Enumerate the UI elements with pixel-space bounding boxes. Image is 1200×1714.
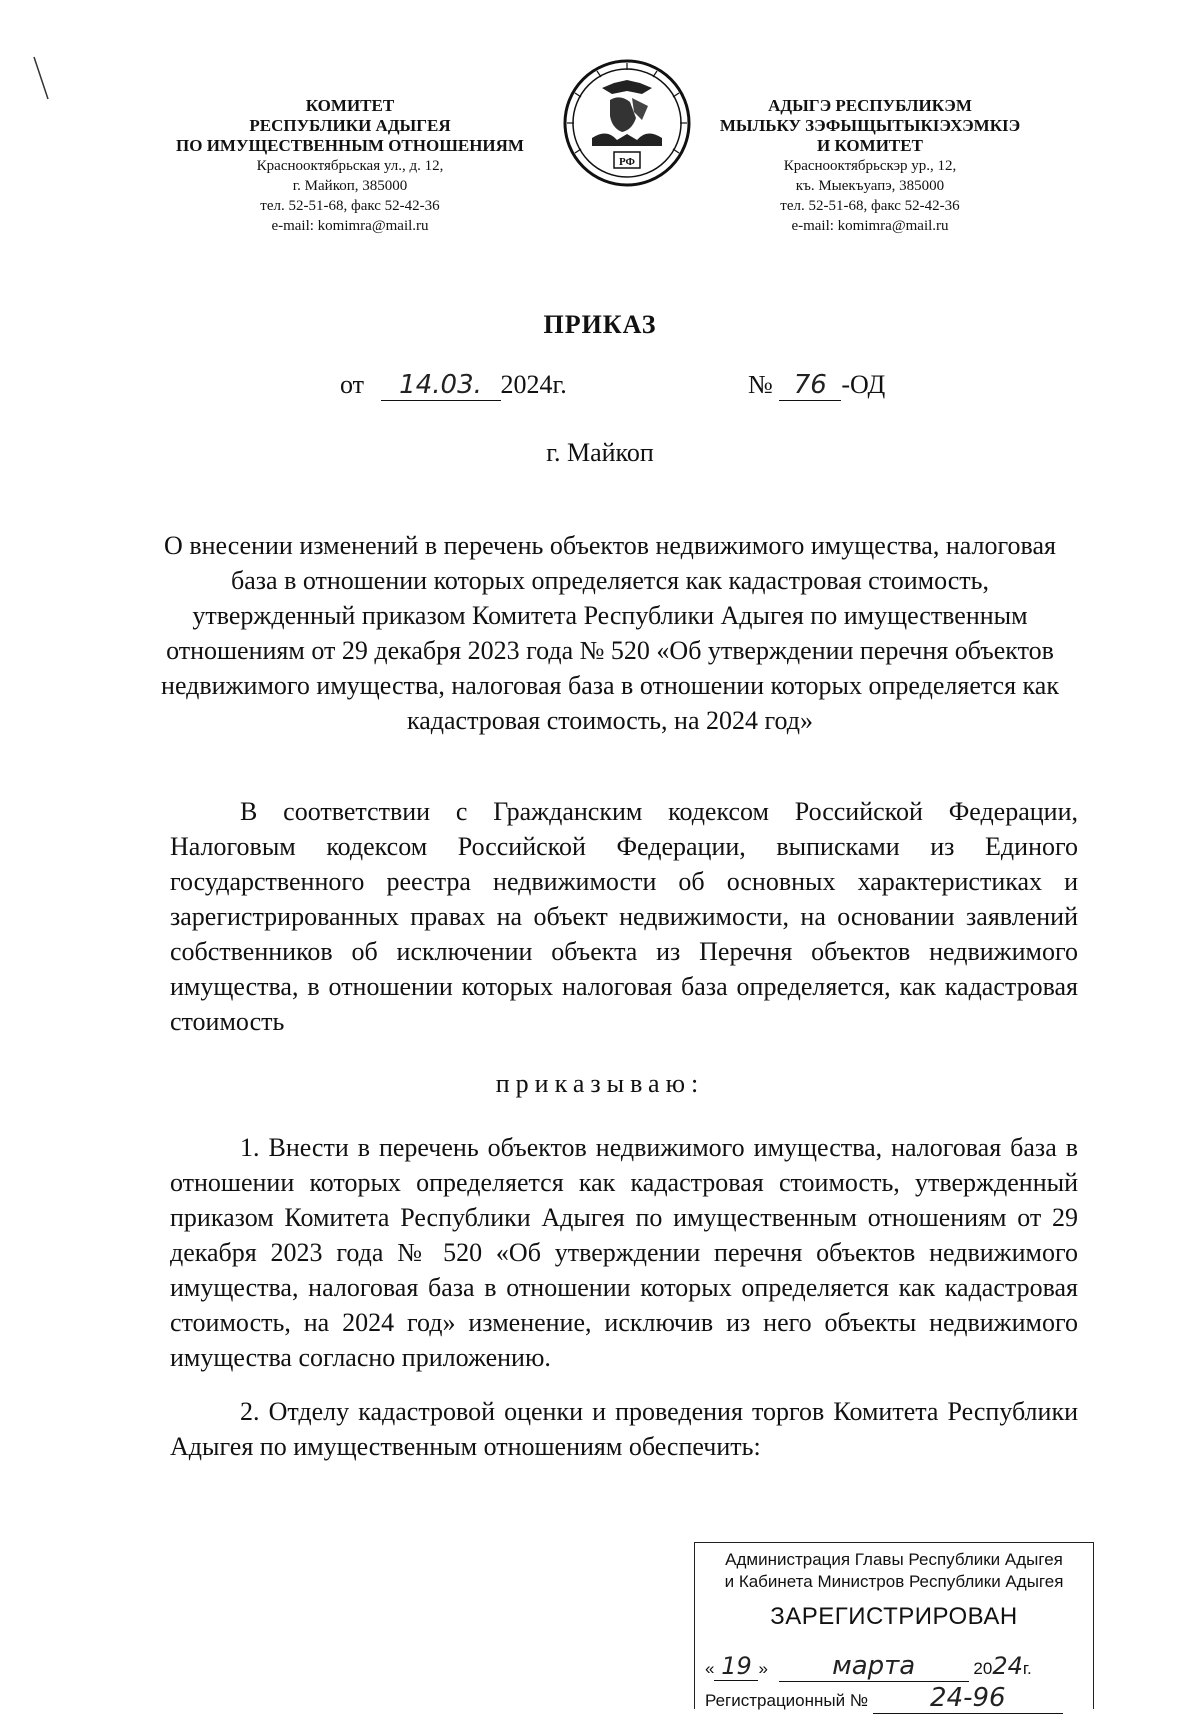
number-prefix: № [748, 370, 773, 399]
item-2 [170, 1394, 1078, 1464]
item-1 [170, 1130, 1078, 1375]
emblem-letters: РФ [619, 156, 635, 168]
scan-mark [30, 55, 54, 105]
header-left-address: Краснооктябрьская ул., д. 12, [256, 158, 444, 174]
number-handwritten: 76 [779, 370, 841, 401]
header-right-city: къ. Мыекъуапэ, 385000 [795, 178, 945, 194]
header-left-phone: тел. 52-51-68, факс 52-42-36 [260, 198, 440, 214]
order-subject: О внесении изменений в перечень объектов недвижимого имущества, налоговая база в отношении которых определяется как кадастровая стоимость, утвержденный приказом Комитета Республики Адыгея по имущественным отношениям от 29 декабря 2023 года № 520 «Об утверждении перечня объектов недвижимого имущества, налоговая база в отношении которых определяется как кадастровая стоимость, на 2024 год» [161, 531, 1059, 735]
date-prefix: от [340, 370, 365, 399]
header-right-email: e-mail: komimra@mail.ru [791, 218, 949, 234]
stamp-reg-row [705, 1683, 1085, 1714]
order-title: ПРИКАЗ [543, 310, 657, 339]
date-suffix: 2024г. [500, 370, 567, 399]
stamp-year-prefix: 20 [973, 1659, 993, 1678]
header-right-line1: АДЫГЭ РЕСПУБЛИКЭМ [768, 96, 972, 115]
header-left-line3: ПО ИМУЩЕСТВЕННЫМ ОТНОШЕНИЯМ [176, 136, 524, 155]
number-suffix: -ОД [841, 370, 886, 399]
preamble [170, 794, 1078, 1039]
stamp-quote-close: » [758, 1659, 768, 1678]
stamp-status: ЗАРЕГИСТРИРОВАН [770, 1603, 1018, 1630]
order-number-line [748, 370, 885, 401]
stamp-org-line1: Администрация Главы Республики Адыгея [725, 1550, 1063, 1569]
header-left-line2: РЕСПУБЛИКИ АДЫГЕЯ [249, 116, 451, 135]
stamp-quote-open: « [705, 1659, 715, 1678]
order-word: приказываю: [495, 1069, 705, 1098]
order-date-line [340, 370, 567, 401]
header-right-line3: И КОМИТЕТ [817, 136, 923, 155]
header-left-city: г. Майкоп, 385000 [292, 178, 408, 194]
stamp-reg-label: Регистрационный № [705, 1691, 869, 1710]
stamp-reg-number: 24-96 [873, 1683, 1063, 1714]
header-right-address: Краснооктябрьскэр ур., 12, [783, 158, 957, 174]
stamp-year-suffix: 24 [992, 1652, 1023, 1680]
stamp-month: марта [779, 1651, 969, 1682]
header-right [680, 96, 1060, 236]
order-city: г. Майкоп [546, 438, 654, 467]
date-handwritten: 14.03. [381, 370, 501, 401]
header-left [150, 96, 550, 236]
header-left-email: e-mail: komimra@mail.ru [271, 218, 429, 234]
preamble-text: В соответствии с Гражданским кодексом Российской Федерации, Налоговым кодексом Российской Федерации, выписками из Единого государственного реестра недвижимости об основных характеристиках и зарегистрированных правах на объект недвижимости, на основании заявлений собственников об исключении объекта из Перечня объектов недвижимого имущества, в отношении которых налоговая база определяется, как кадастровая стоимость [170, 797, 1078, 1036]
coat-of-arms-icon [562, 58, 692, 188]
stamp-date-row [705, 1651, 1085, 1682]
header-left-line1: КОМИТЕТ [305, 96, 395, 115]
item-2-text: 2. Отделу кадастровой оценки и проведения торгов Комитета Республики Адыгея по имущественным отношениям обеспечить: [170, 1397, 1078, 1461]
stamp-org-line2: и Кабинета Министров Республики Адыгея [724, 1572, 1064, 1591]
header-right-phone: тел. 52-51-68, факс 52-42-36 [780, 198, 960, 214]
stamp-year-unit: г. [1022, 1659, 1032, 1678]
registration-stamp [694, 1542, 1094, 1713]
header-right-line2: МЫЛЬКУ ЗЭФЫЩЫТЫКIЭХЭМКIЭ [719, 116, 1021, 135]
item-1-text: 1. Внести в перечень объектов недвижимого имущества, налоговая база в отношении которых определяется как кадастровая стоимость, утвержденный приказом Комитета Республики Адыгея по имущественным отношениям от 29 декабря 2023 года № 520 «Об утверждении перечня объектов недвижимого имущества, налоговая база в отношении которых определяется как кадастровая стоимость, на 2024 год» изменение, исключив из него объекты недвижимого имущества согласно приложению. [170, 1133, 1078, 1372]
stamp-day: 19 [714, 1652, 758, 1681]
